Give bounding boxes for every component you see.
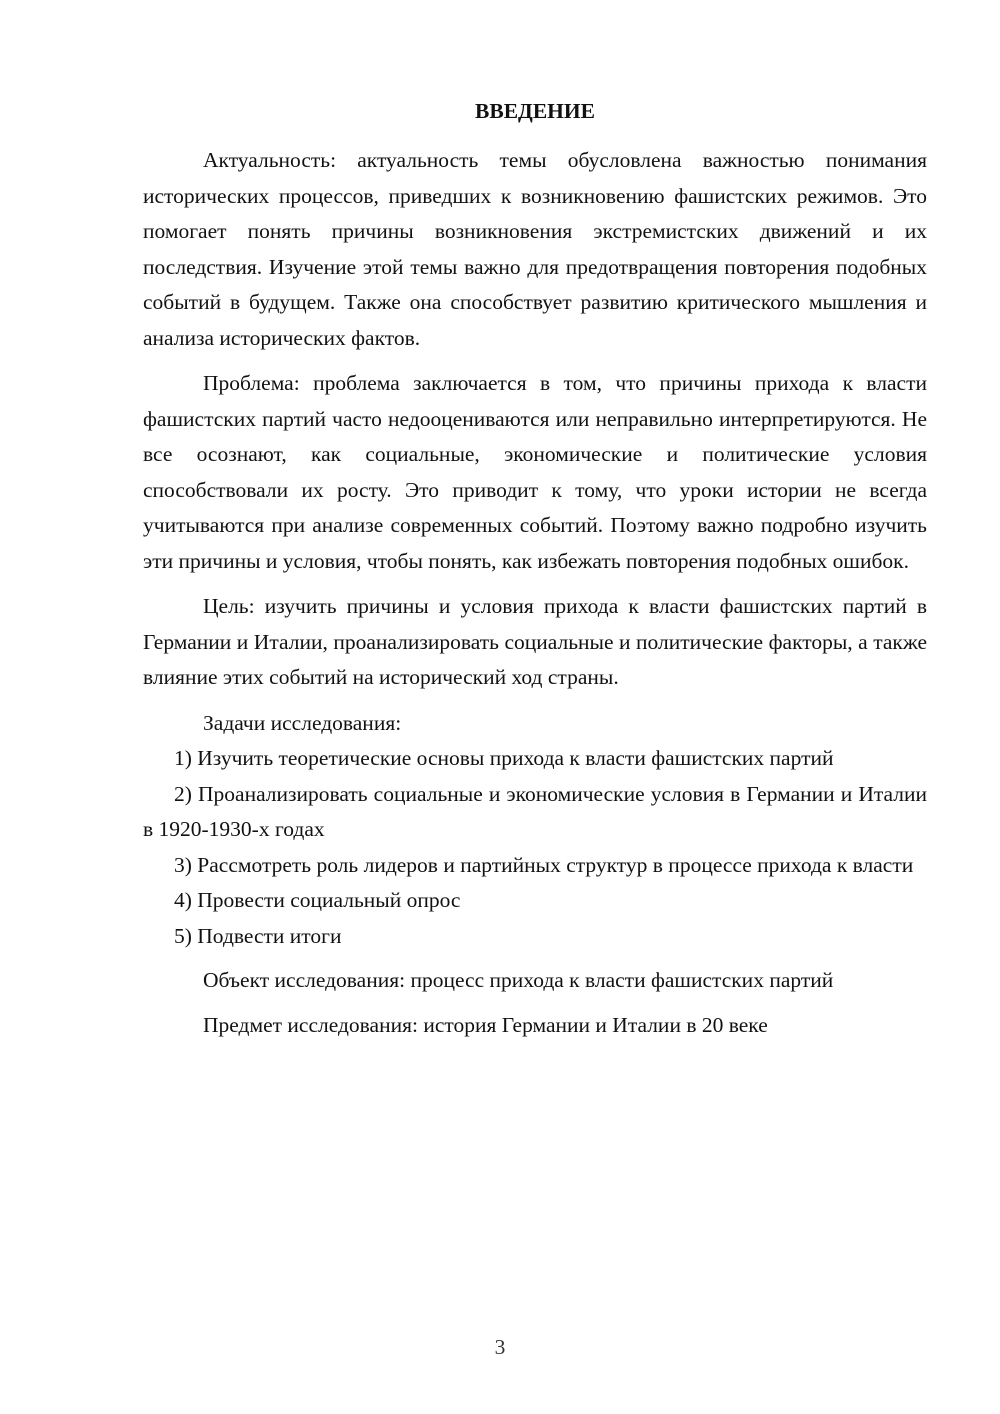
tasks-list bbox=[143, 741, 927, 954]
task-item: 5) Подвести итоги bbox=[174, 923, 342, 948]
tasks-heading: Задачи исследования: bbox=[203, 710, 402, 735]
task-item: 3) Рассмотреть роль лидеров и партийных структур в процессе прихода к власти bbox=[174, 852, 914, 877]
page-number: 3 bbox=[494, 1335, 506, 1359]
object-paragraph: Объект исследования: процесс прихода к власти фашистских партий bbox=[203, 968, 834, 992]
goal-paragraph: Цель: изучить причины и условия прихода к власти фашистских партий в Германии и Италии, проанализировать социальные и политические факторы, а также влияние этих событий на исторический ход страны. bbox=[143, 594, 927, 689]
relevance-paragraph: Актуальность: актуальность темы обусловлена важностью понимания исторических процессов, приведших к возникновению фашистских режимов. Это помогает понять причины возникновения экстремистских движений и их последствия. Изучение этой темы важно для предотвращения повторения подобных событий в будущем. Также она способствует развитию критического мышления и анализа исторических фактов. bbox=[143, 148, 927, 350]
task-item: 1) Изучить теоретические основы прихода к власти фашистских партий bbox=[174, 746, 834, 770]
page-content bbox=[143, 96, 927, 1043]
task-item: 2) Проанализировать социальные и экономические условия в Германии и Италии в 1920-1930-х годах bbox=[143, 781, 927, 841]
page-title: ВВЕДЕНИЕ bbox=[475, 99, 595, 123]
problem-paragraph: Проблема: проблема заключается в том, что причины прихода к власти фашистских партий часто недооцениваются или неправильно интерпретируются. Не все осознают, как социальные, экономические и политические условия способствовали их росту. Это приводит к тому, что уроки истории не всегда учитываются при анализе современных событий. Поэтому важно подробно изучить эти причины и условия, чтобы понять, как избежать повторения подобных ошибок. bbox=[143, 371, 927, 573]
task-item: 4) Провести социальный опрос bbox=[174, 888, 461, 912]
subject-paragraph: Предмет исследования: история Германии и Италии в 20 веке bbox=[203, 1012, 768, 1037]
